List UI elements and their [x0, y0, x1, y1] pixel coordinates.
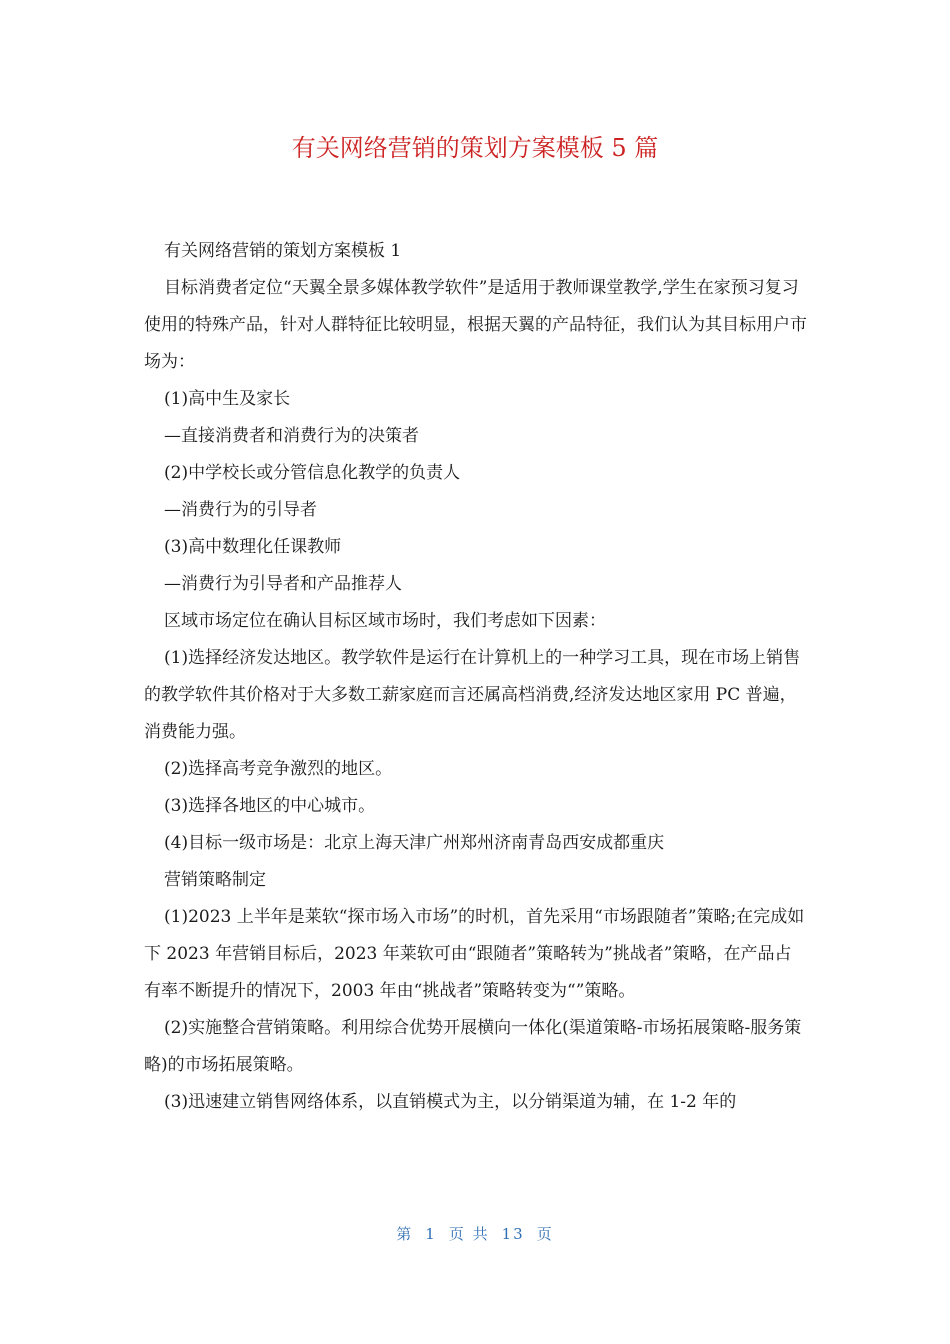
paragraph: (3)迅速建立销售网络体系，以直销模式为主，以分销渠道为辅，在 1-2 年的 — [164, 1092, 737, 1112]
list-item: (2)中学校长或分管信息化教学的负责人 — [164, 463, 461, 483]
list-item: (1)高中生及家长 — [164, 389, 291, 409]
document-body — [144, 233, 808, 1121]
list-item-note: —直接消费者和消费行为的决策者 — [164, 426, 419, 446]
paragraph: (2)选择高考竞争激烈的地区。 — [164, 759, 393, 779]
document-title: 有关网络营销的策划方案模板 5 篇 — [291, 134, 659, 162]
paragraph: 区域市场定位在确认目标区域市场时，我们考虑如下因素： — [164, 611, 606, 631]
paragraph: (3)选择各地区的中心城市。 — [164, 796, 376, 816]
footer-prefix: 第 — [396, 1225, 414, 1243]
footer-total-pages: 13 — [501, 1225, 525, 1243]
paragraph: (4)目标一级市场是：北京上海天津广州郑州济南青岛西安成都重庆 — [164, 833, 665, 853]
list-item: (3)高中数理化任课教师 — [164, 537, 342, 557]
list-item-note: —消费行为引导者和产品推荐人 — [164, 574, 402, 594]
paragraph: (1)2023 上半年是莱软“探市场入市场”的时机，首先采用“市场跟随者”策略;在完成如下 2023 年营销目标后，2023 年莱软可由“跟随者”策略转为”挑战者”策略，在产品占有率不断提升的情况下，2003 年由“挑战者”策略转变为“”策略。 — [144, 907, 805, 1001]
paragraph: (1)选择经济发达地区。教学软件是运行在计算机上的一种学习工具，现在市场上销售的教学软件其价格对于大多数工薪家庭而言还属高档消费,经济发达地区家用 PC 普遍，消费能力强。 — [144, 648, 801, 742]
footer-mid: 页 共 — [448, 1225, 490, 1243]
page-footer — [0, 1222, 950, 1246]
section-heading: 营销策略制定 — [164, 870, 266, 890]
paragraph: 目标消费者定位“天翼全景多媒体教学软件”是适用于教师课堂教学,学生在家预习复习使用的特殊产品，针对人群特征比较明显，根据天翼的产品特征，我们认为其目标用户市场为： — [144, 278, 807, 372]
paragraph: (2)实施整合营销策略。利用综合优势开展横向一体化(渠道策略-市场拓展策略-服务策略)的市场拓展策略。 — [144, 1018, 802, 1075]
footer-suffix: 页 — [536, 1225, 554, 1243]
footer-current-page: 1 — [425, 1225, 437, 1243]
section-heading: 有关网络营销的策划方案模板 1 — [164, 241, 402, 261]
list-item-note: —消费行为的引导者 — [164, 500, 317, 520]
